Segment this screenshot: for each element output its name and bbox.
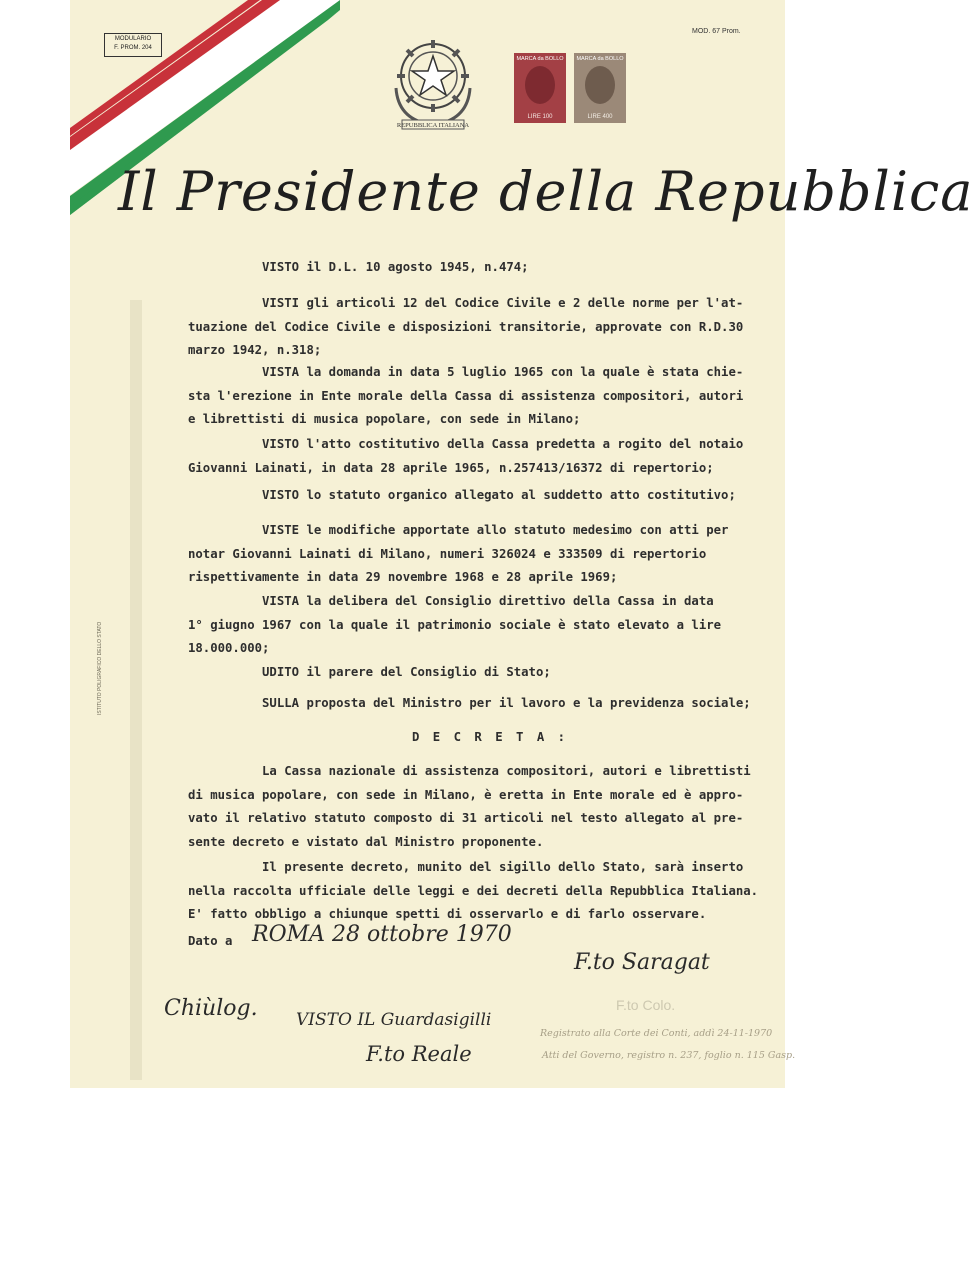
- paper-fold: [130, 300, 142, 1080]
- modulario-box: [104, 33, 162, 57]
- recital-line: SULLA proposta del Ministro per il lavoro e la previdenza sociale;: [188, 696, 751, 710]
- recital-line: VISTA la delibera del Consiglio direttivo della Cassa in data: [188, 594, 714, 608]
- recital-line: rispettivamente in data 29 novembre 1968 e 28 aprile 1969;: [188, 570, 618, 584]
- decreta-heading: D E C R E T A :: [412, 730, 569, 744]
- republic-emblem-icon: [388, 28, 478, 134]
- president-signature: F.to Saragat: [574, 950, 710, 975]
- recital-line: VISTA la domanda in data 5 luglio 1965 con la quale è stata chie-: [188, 365, 744, 379]
- registration-note-line2: Atti del Governo, registro n. 237, foglio n. 115 Gasp.: [542, 1050, 796, 1061]
- decree-line: vato il relativo statuto composto di 31 articoli nel testo allegato al pre-: [188, 811, 744, 825]
- revenue-stamp-400: [574, 53, 626, 123]
- stamp-value: LIRE 100: [527, 114, 553, 120]
- recital-line: VISTO l'atto costitutivo della Cassa predetta a rogito del notaio: [188, 437, 744, 451]
- recital-line: sta l'erezione in Ente morale della Cassa di assistenza compositori, autori: [188, 388, 744, 403]
- stamp-portrait-icon: [525, 66, 555, 104]
- recital-line: VISTI gli articoli 12 del Codice Civile e 2 delle norme per l'at-: [188, 296, 744, 310]
- place-date-handwritten: ROMA 28 ottobre 1970: [252, 922, 512, 947]
- form-code: MOD. 67 Prom.: [692, 28, 741, 35]
- document-heading: Il Presidente della Repubblica: [118, 160, 973, 223]
- decree-line: sente decreto e vistato dal Ministro proponente.: [188, 834, 544, 849]
- initials-signature: Chiùlog.: [164, 996, 258, 1021]
- recital-line: VISTE le modifiche apportate allo statuto medesimo con atti per: [188, 523, 729, 537]
- recital-line: e librettisti di musica popolare, con sede in Milano;: [188, 412, 581, 426]
- visto-guardasigilli: VISTO IL Guardasigilli: [296, 1010, 492, 1030]
- decree-line: La Cassa nazionale di assistenza compositori, autori e librettisti: [188, 764, 751, 778]
- recital-line: tuazione del Codice Civile e disposizioni transitorie, approvate con R.D.30: [188, 319, 744, 334]
- guardasigilli-signature: F.to Reale: [366, 1042, 472, 1066]
- dato-label: Dato a: [188, 934, 233, 948]
- revenue-stamp-100: [514, 53, 566, 123]
- stamp-top-label: MARCA da BOLLO: [576, 56, 624, 62]
- registration-note-line1: Registrato alla Corte dei Conti, addì 24-11-1970: [540, 1028, 773, 1039]
- recital-line: notar Giovanni Lainati di Milano, numeri 326024 e 333509 di repertorio: [188, 546, 707, 561]
- recital-line: 1° giugno 1967 con la quale il patrimonio sociale è stato elevato a lire: [188, 617, 722, 632]
- recital-line: 18.000.000;: [188, 641, 270, 655]
- side-imprint: ISTITUTO POLIGRAFICO DELLO STATO: [97, 621, 103, 715]
- decree-line: di musica popolare, con sede in Milano, è eretta in Ente morale ed è appro-: [188, 787, 744, 802]
- stamp-portrait-icon: [585, 66, 615, 104]
- recital-line: UDITO il parere del Consiglio di Stato;: [188, 665, 551, 679]
- decree-line: nella raccolta ufficiale delle leggi e dei decreti della Repubblica Italiana.: [188, 883, 759, 898]
- modulario-line2: F. PROM. 204: [114, 45, 152, 51]
- recital-line: VISTO il D.L. 10 agosto 1945, n.474;: [188, 260, 529, 274]
- stamp-value: LIRE 400: [587, 114, 613, 120]
- recital-line: VISTO lo statuto organico allegato al suddetto atto costitutivo;: [188, 488, 736, 502]
- decree-line: Il presente decreto, munito del sigillo dello Stato, sarà inserto: [188, 860, 744, 874]
- svg-text:REPUBBLICA ITALIANA: REPUBBLICA ITALIANA: [396, 122, 470, 129]
- faint-reverse-text: F.to Colo.: [616, 997, 676, 1013]
- recital-line: Giovanni Lainati, in data 28 aprile 1965, n.257413/16372 di repertorio;: [188, 460, 714, 475]
- stamp-top-label: MARCA da BOLLO: [516, 56, 564, 62]
- recital-line: marzo 1942, n.318;: [188, 343, 322, 357]
- decree-line: E' fatto obbligo a chiunque spetti di osservarlo e di farlo osservare.: [188, 907, 707, 921]
- decree-sheet: [70, 0, 973, 1088]
- modulario-line1: MODULARIO: [114, 36, 152, 42]
